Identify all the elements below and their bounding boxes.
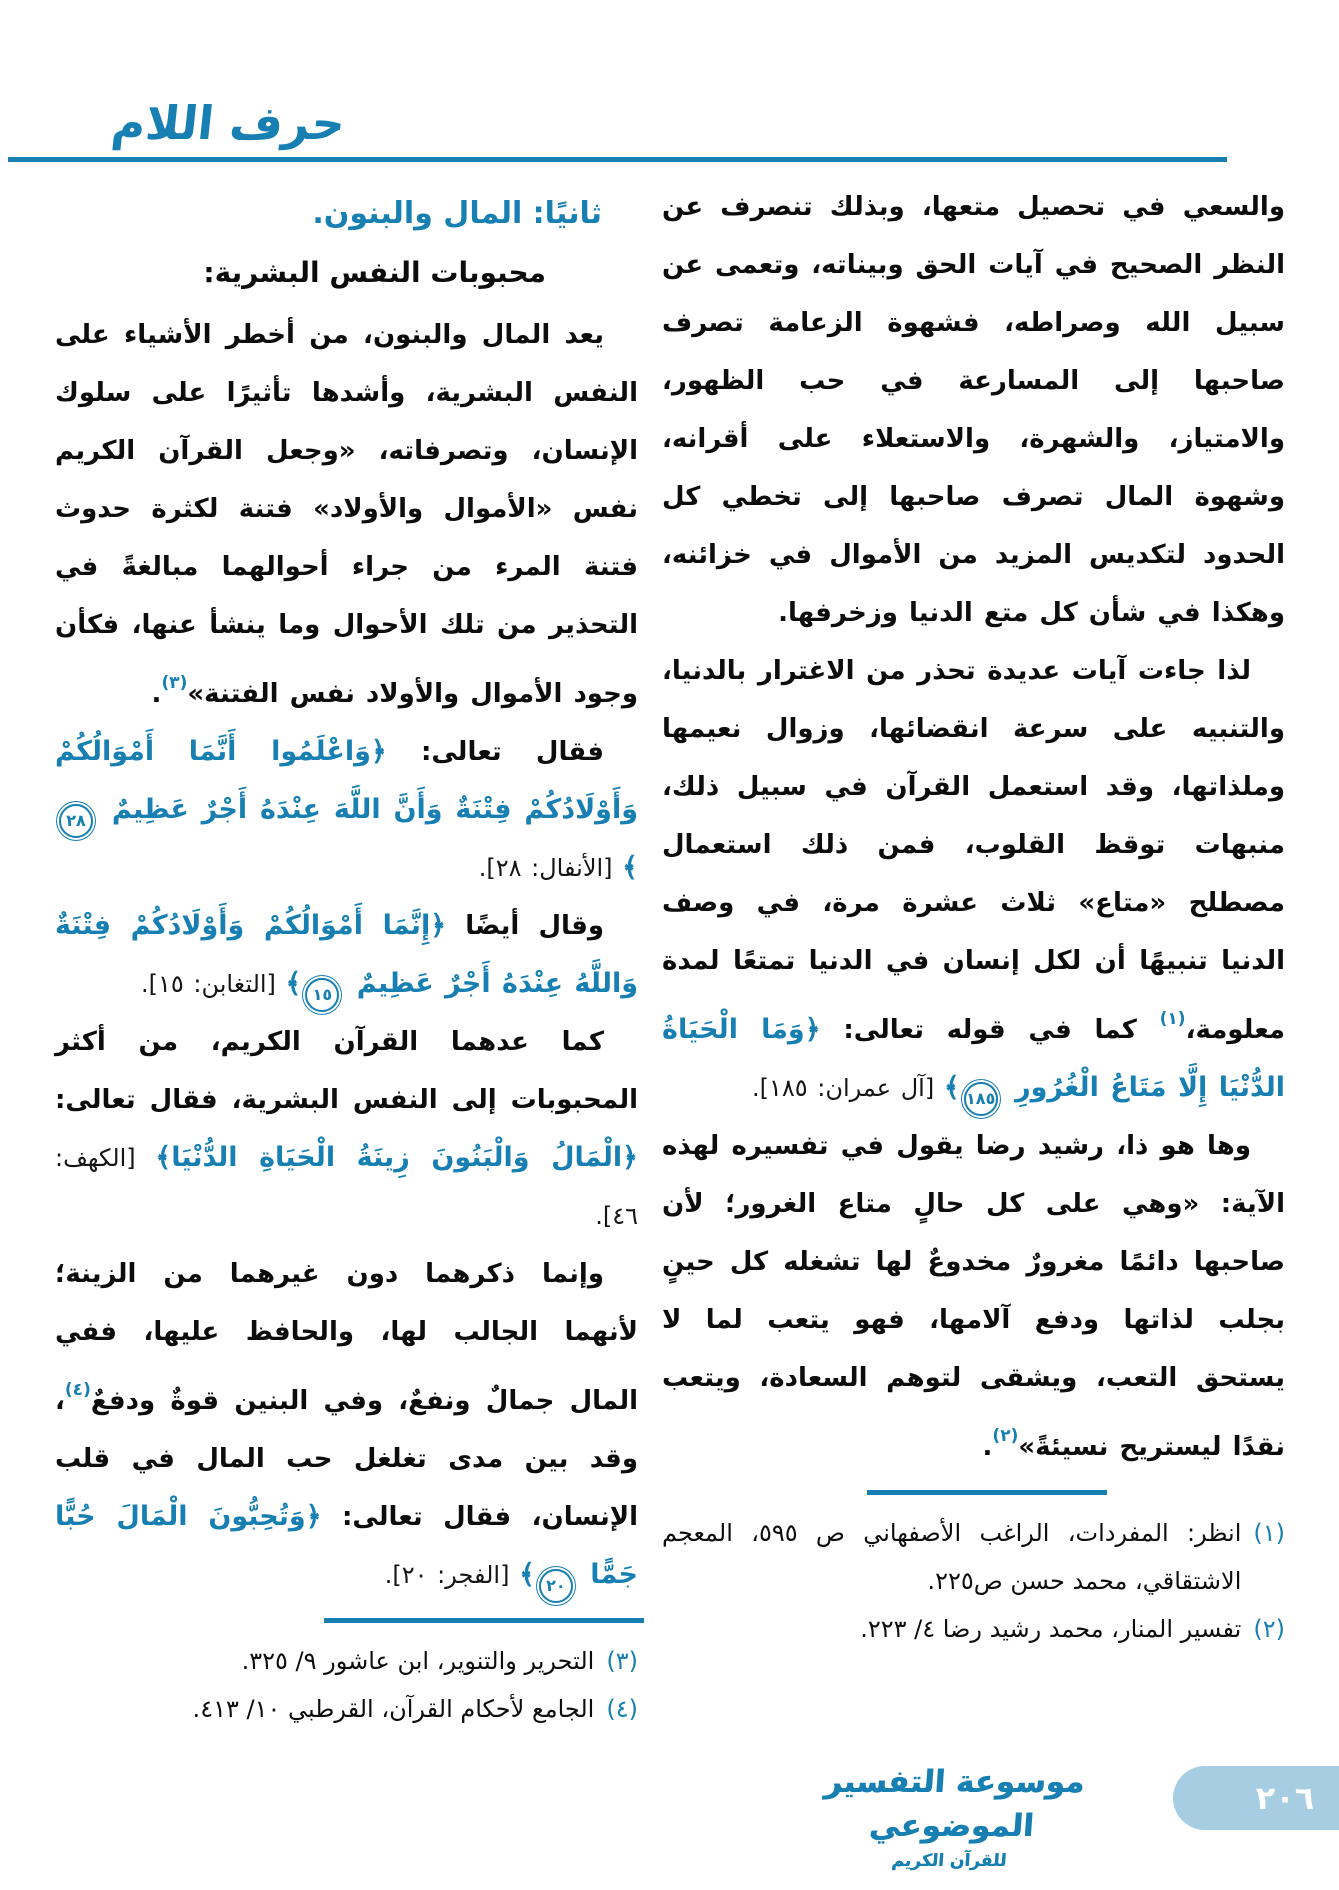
page-header xyxy=(0,0,1339,162)
quran-verse-text: ﴿الْمَالُ وَالْبَنُونَ زِينَةُ الْحَيَاةِ الدُّنْيَا﴾ xyxy=(155,1142,638,1174)
quran-verse-text: ﴿وَمَا الْحَيَاةُ الدُّنْيَا إِلَّا مَتَاعُ الْغُرُورِ xyxy=(650,1014,1285,1104)
column-left xyxy=(43,178,638,1733)
footnote xyxy=(55,1685,638,1733)
surah-reference: [الفجر: ٢٠]. xyxy=(384,1561,520,1590)
paragraph xyxy=(43,1013,638,1245)
verse-number-medallion: ١٨٥ xyxy=(964,1082,998,1116)
quran-verse-text: ﴿وَتُحِبُّونَ الْمَالَ حُبًّا جَمًّا xyxy=(43,1501,638,1591)
verse-number-medallion: ٢٠ xyxy=(539,1569,573,1603)
paragraph xyxy=(650,178,1285,642)
logo-subtitle: للقرآن الكريم xyxy=(890,1851,1008,1871)
footnote-marker-inline: (٤) xyxy=(64,1380,91,1401)
footnote-number: (١) xyxy=(1253,1519,1285,1548)
body-text: فقال تعالى: xyxy=(386,737,604,768)
footnote-text: تفسير المنار، محمد رشيد رضا ٤/ ٢٢٣. xyxy=(860,1615,1242,1644)
column-left-body xyxy=(43,306,638,1604)
footnote-text: انظر: المفردات، الراغب الأصفهاني ص ٥٩٥، المعجم الاشتقاقي، محمد حسن ص٢٢٥. xyxy=(662,1519,1242,1596)
body-text: وها هو ذا، رشيد رضا يقول في تفسيره لهذه الآية: «وهي على كل حالٍ متاع الغرور؛ لأن صاحبها دائمًا مغرورٌ مخدوعٌ لها تشغله كل حينٍ بجلب لذاتها ودفع آلامها، فهو يتعب لما لا يستحق التعب، ويشقى لتوهم السعادة، ويتعب نقدًا ليستريح نسيئةً» xyxy=(650,1131,1285,1463)
footnote-number: (٣) xyxy=(606,1647,638,1676)
body-text: . xyxy=(151,679,162,710)
column-right-body xyxy=(650,178,1285,1476)
surah-reference: [الأنفال: ٢٨]. xyxy=(478,854,623,883)
footnote-marker-inline: (١) xyxy=(1159,1009,1186,1030)
body-text: وإنما ذكرهما دون غيرهما من الزينة؛ لأنهما الجالب لها، والحافظ عليها، ففي المال جمالٌ ونفعٌ، وفي البنين قوةٌ ودفعٌ xyxy=(43,1259,638,1417)
column-right xyxy=(650,178,1285,1653)
verse-number-medallion: ٢٨ xyxy=(59,804,93,838)
surah-reference: [الكهف: ٤٦]. xyxy=(45,1144,638,1231)
paragraph xyxy=(43,897,638,1013)
body-text: لذا جاءت آيات عديدة تحذر من الاغترار بالدنيا، والتنبيه على سرعة انقضائها، وزوال نعيمها وملذاتها، وقد استعمل القرآن في سبيل ذلك، منبهات توقظ القلوب، فمن ذلك استعمال مصطلح «متاع» ثلاث عشرة مرة، في وصف الدنيا تنبيهًا أن لكل إنسان في الدنيا تمتعًا لمدة معلومة، xyxy=(650,656,1285,1046)
text-columns xyxy=(0,162,1339,1733)
footnote-number: (٤) xyxy=(606,1695,638,1724)
footnote xyxy=(662,1605,1285,1653)
body-text: يعد المال والبنون، من أخطر الأشياء على النفس البشرية، وأشدها تأثيرًا على سلوك الإنسان، وتصرفاته، «وجعل القرآن الكريم نفس «الأموال والأولاد» فتنة لكثرة حدوث فتنة المرء من جراء أحوالهما مبالغةً في التحذير من تلك الأحوال وما ينشأ عنها، فكأن وجود الأموال والأولاد نفس الفتنة» xyxy=(43,320,638,710)
surah-reference: [آل عمران: ١٨٥]. xyxy=(752,1074,944,1103)
verse-number-medallion: ١٥ xyxy=(305,978,339,1012)
body-text: كما في قوله تعالى: xyxy=(820,1015,1160,1046)
footnote-divider xyxy=(324,1618,644,1623)
footnote-number: (٢) xyxy=(1253,1615,1285,1644)
quran-verse-text: ﴿وَاعْلَمُوا أَنَّمَا أَمْوَالُكُمْ وَأَوْلَادُكُمْ فِتْنَةٌ وَأَنَّ اللَّهَ عِنْدَهُ أَجْرٌ عَظِيمٌ xyxy=(43,736,638,826)
footnote-marker-inline: (٢) xyxy=(992,1426,1019,1447)
footnote-divider xyxy=(867,1490,1107,1495)
paragraph xyxy=(650,1117,1285,1476)
body-text: وقال أيضًا xyxy=(446,911,604,942)
footnotes-right xyxy=(662,1509,1285,1653)
sub-heading: محبوبات النفس البشرية: xyxy=(203,256,546,290)
body-text: والسعي في تحصيل متعها، وبذلك تنصرف عن النظر الصحيح في آيات الحق وبيناته، وتعمى عن سبيل الله وصراطه، فشهوة الزعامة تصرف صاحبها إلى المسارعة في حب الظهور، والامتياز، والشهرة، والاستعلاء على أقرانه، وشهوة المال تصرف صاحبها إلى تخطي كل الحدود لتكديس المزيد من الأموال في خزائنه، وهكذا في شأن كل متع الدنيا وزخرفها. xyxy=(650,192,1285,629)
body-text: كما عدهما القرآن الكريم، من أكثر المحبوبات إلى النفس البشرية، فقال تعالى: xyxy=(43,1027,638,1116)
page-footer xyxy=(0,1756,1339,1890)
body-text: . xyxy=(982,1432,993,1463)
surah-reference: [التغابن: ١٥]. xyxy=(140,970,286,999)
publisher-logo xyxy=(773,1760,1131,1874)
paragraph xyxy=(43,723,638,897)
footnote xyxy=(55,1637,638,1685)
chapter-title-calligraphy: حرف اللام xyxy=(109,96,348,150)
footnote-text: الجامع لأحكام القرآن، القرطبي ١٠/ ٤١٣. xyxy=(192,1695,595,1724)
quran-verse-text: ﴾ xyxy=(285,968,302,1000)
section-heading: ثانيًا: المال والبنون. xyxy=(312,196,602,232)
footnotes-left xyxy=(55,1637,638,1733)
quran-verse-text: ﴾ xyxy=(622,852,638,884)
quran-verse-text: ﴿إِنَّمَا أَمْوَالُكُمْ وَأَوْلَادُكُمْ فِتْنَةٌ وَاللَّهُ عِنْدَهُ أَجْرٌ عَظِيمٌ xyxy=(43,910,638,1000)
quran-verse-text: ﴾ xyxy=(519,1559,535,1591)
paragraph xyxy=(650,642,1285,1117)
page-number-badge: ٢٠٦ xyxy=(1173,1766,1339,1830)
paragraph xyxy=(43,306,638,723)
quran-verse-text: ﴾ xyxy=(943,1072,960,1104)
footnote-marker-inline: (٣) xyxy=(161,673,188,694)
paragraph xyxy=(43,1245,638,1604)
logo-title: موسوعة التفسير الموضوعي xyxy=(823,1764,1086,1844)
footnote-text: التحرير والتنوير، ابن عاشور ٩/ ٣٢٥. xyxy=(241,1647,595,1676)
body-text: ، وقد بين مدى تغلغل حب المال في قلب الإنسان، فقال تعالى: xyxy=(43,1386,638,1533)
footnote xyxy=(662,1509,1285,1605)
